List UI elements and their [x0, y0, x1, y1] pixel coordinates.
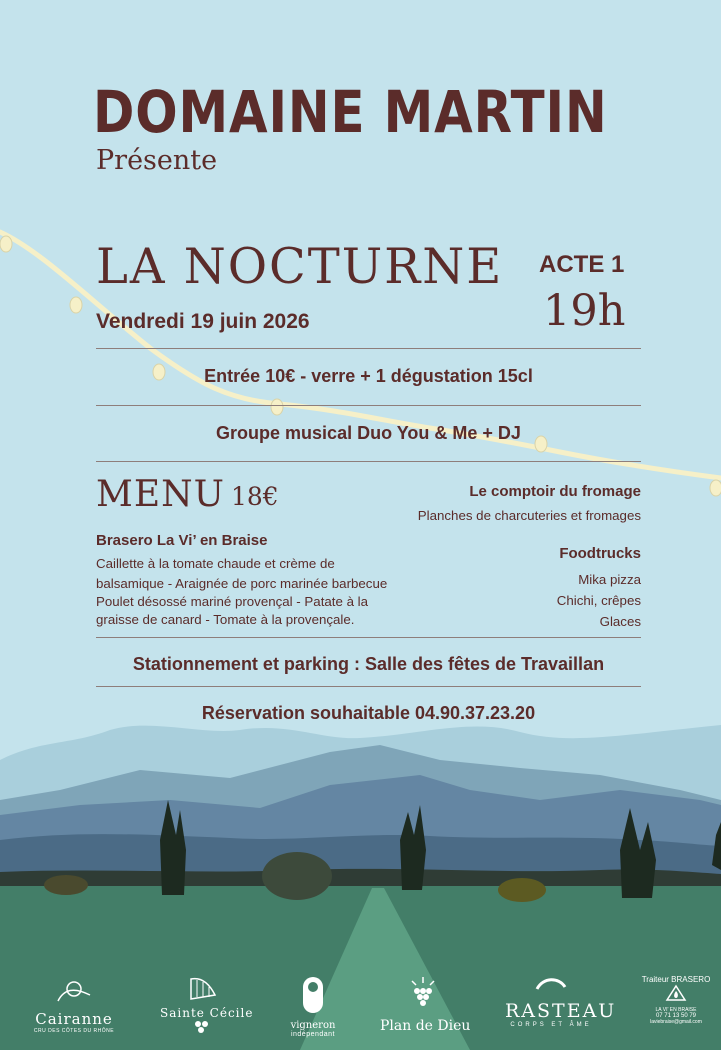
brasero-dish-line: Caillette à la tomate chaude et crème de — [96, 556, 335, 571]
plan-de-dieu-name: Plan de Dieu — [380, 1018, 471, 1034]
presents-text: Présente — [96, 145, 218, 176]
vigneron-independant-logo — [286, 975, 340, 1038]
divider — [96, 686, 641, 687]
sainte-cecile-logo — [160, 975, 254, 1039]
rasteau-name: RASTEAU — [505, 1000, 617, 1022]
traiteur-brasero-logo — [634, 975, 718, 1025]
cheese-counter-text: Planches de charcuteries et fromages — [417, 508, 641, 523]
rasteau-subtitle: CORPS ET ÂME — [510, 1022, 592, 1028]
event-date: Vendredi 19 juin 2026 — [96, 310, 310, 333]
vigneron-name: vigneron — [290, 1020, 336, 1031]
brasero-title: Brasero La Vi’ en Braise — [96, 532, 268, 549]
traiteur-title: Traiteur BRASERO — [641, 975, 711, 984]
traiteur-name: LA VI' EN BRAISE — [655, 1007, 697, 1013]
foodtruck-item: Glaces — [599, 614, 641, 629]
foodtruck-item: Mika pizza — [578, 572, 641, 587]
divider — [96, 348, 641, 349]
event-time: 19h — [543, 286, 626, 336]
traiteur-email: laviebraise@gmail.com — [650, 1019, 702, 1025]
sun-grape-icon — [406, 975, 440, 1013]
sainte-cecile-name: Sainte Cécile — [160, 1006, 254, 1020]
bush — [262, 852, 332, 900]
cheese-counter-title: Le comptoir du fromage — [469, 483, 641, 500]
entry-price-text: Entrée 10€ - verre + 1 dégustation 15cl — [204, 366, 533, 386]
rasteau-logo — [505, 975, 617, 1028]
brasero-dish-line: balsamique - Araignée de porc marinée barbecue — [96, 576, 388, 591]
traiteur-phone: 07 71 13 50 79 — [655, 1013, 697, 1019]
bush — [498, 878, 546, 902]
brand-title: DOMAINE MARTIN — [93, 78, 608, 146]
cairanne-logo — [28, 975, 120, 1034]
event-title: LA NOCTURNE — [96, 238, 504, 295]
bush — [44, 875, 88, 895]
harp-icon — [185, 975, 221, 1001]
rasteau-swirl-icon — [533, 975, 569, 995]
flame-icon — [663, 984, 689, 1002]
brasero-dish-line: graisse de canard - Tomate à la provençale. — [96, 612, 355, 627]
menu-title: MENU — [96, 474, 225, 515]
grape-icon — [193, 1020, 213, 1034]
cairanne-emblem-icon — [54, 975, 94, 1005]
divider — [96, 637, 641, 638]
cairanne-subtitle: CRU DES CÔTES DU RHÔNE — [33, 1028, 115, 1034]
reservation-text: Réservation souhaitable 04.90.37.23.20 — [201, 703, 536, 723]
divider — [96, 461, 641, 462]
music-text: Groupe musical Duo You & Me + DJ — [216, 423, 521, 443]
plan-de-dieu-logo — [380, 975, 471, 1034]
winemaker-figure-icon — [301, 975, 325, 1015]
cairanne-name: Cairanne — [35, 1010, 113, 1028]
foodtruck-item: Chichi, crêpes — [556, 593, 641, 608]
vigneron-subtitle: indépendant — [290, 1031, 336, 1038]
menu-price: 18€ — [231, 482, 279, 511]
act-label: ACTE 1 — [539, 251, 625, 278]
parking-text: Stationnement et parking : Salle des fêtes de Travaillan — [132, 654, 605, 674]
brasero-dish-line: Poulet désossé mariné provençal - Patate à la — [96, 594, 369, 609]
foodtrucks-title: Foodtrucks — [559, 545, 641, 562]
divider — [96, 405, 641, 406]
